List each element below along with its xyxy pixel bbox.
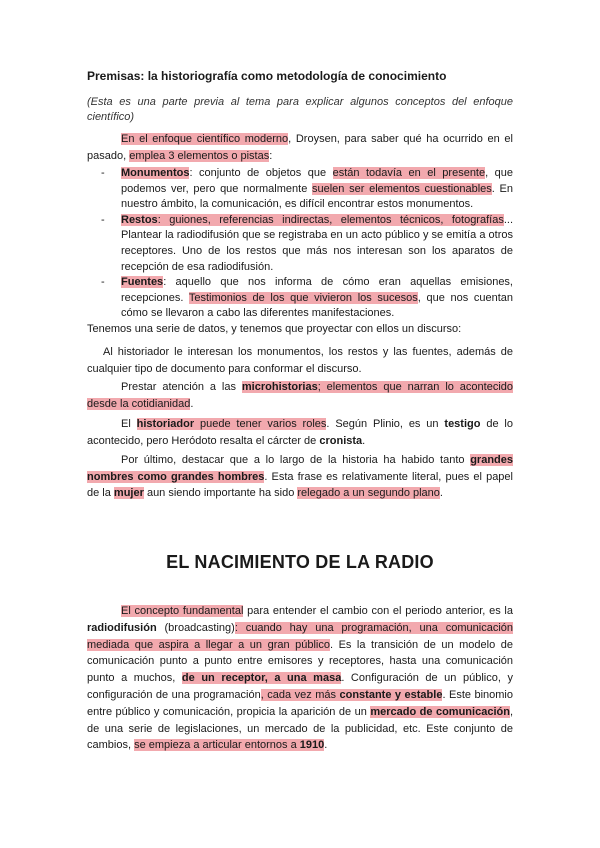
- bullet-list: [101, 166, 513, 322]
- paragraph-enfoque: En el enfoque científico moderno, Droysen, para saber qué ha ocurrido en el pasado, emplea 3 elementos o pistas:: [87, 133, 513, 162]
- highlight: mujer: [113, 487, 144, 499]
- highlight: están todavía en el presente: [332, 167, 486, 179]
- paragraph-roles: El historiador puede tener varios roles. Según Plinio, es un testigo de lo acontecido, pero Heródoto resalta el cárcter de cronista.: [87, 418, 513, 447]
- paragraph-microhistorias: Prestar atención a las microhistorias; elementos que narran lo acontecido desde la cotidianidad.: [87, 381, 513, 410]
- paragraph-datos: Tenemos una serie de datos, y tenemos que proyectar con ellos un discurso:: [87, 323, 462, 335]
- highlight: grandes nombres como grandes hombres: [87, 454, 513, 483]
- highlight: Testimonios de los que vivieron los sucesos: [188, 291, 418, 304]
- highlight: ; elementos que narran lo acontecido desde la cotidianidad: [87, 381, 513, 410]
- highlight: emplea 3 elementos o pistas: [129, 149, 270, 162]
- highlight: constante y estable: [339, 688, 443, 701]
- highlight: mercado de comunicación: [370, 705, 510, 718]
- list-item-restos: - Restos: guiones, referencias indirectas, elementos técnicos, fotografías... Plantear la radiodifusión que se registraba en un acto público y se emitía a otros receptores. Uno de los restos que más nos interesan son los aparatos de recepción de esa radiodifusión.: [101, 213, 513, 273]
- bullet-dash: -: [101, 276, 105, 289]
- paragraph-historiador: Al historiador le interesan los monumentos, los restos y las fuentes, además de cualquier tipo de documento para conformar el discurso.: [87, 346, 513, 375]
- list-item-fuentes: - Fuentes: aquello que nos informa de cómo eran aquellas emisiones, recepciones. Testimonios de los que vivieron los sucesos, que nos cuentan cómo se llevaron a cabo las diferentes manifestaciones.: [101, 276, 513, 320]
- term-restos: Restos: [121, 213, 158, 226]
- highlight: puede tener varios roles: [194, 418, 327, 430]
- term-fuentes: Fuentes: [121, 276, 164, 289]
- highlight: de un receptor, a una masa: [181, 672, 342, 685]
- intro-note: (Esta es una parte previa al tema para explicar algunos conceptos del enfoque científico): [87, 96, 513, 123]
- highlight: , cada vez más: [260, 688, 340, 701]
- highlight: suelen ser elementos cuestionables: [312, 182, 492, 195]
- paragraph-radiodifusion: El concepto fundamental para entender el cambio con el periodo anterior, es la radiodifusión (broadcasting): cuando hay una programación, una comunicación mediada que aspira a llegar a un gran público. Es la transición de un modelo de comunicación punto a punto entre emisores y receptores, hasta una comunicación punto a muchos, de un receptor, a una masa. Configuración de un público, y configuración de una programación, cada vez más constante y estable. Este binomio entre público y comunicación, propicia la aparición de un mercado de comunicación, de una serie de legislaciones, un mercado de la publicidad, etc. Este conjunto de cambios, se empieza a articular entornos a 1910.: [87, 605, 513, 752]
- highlight: historiador: [136, 418, 195, 430]
- term-monumentos: Monumentos: [121, 167, 190, 179]
- section-title-premisas: Premisas: la historiografía como metodología de conocimiento: [87, 69, 447, 83]
- bullet-dash: -: [101, 167, 105, 179]
- highlight: 1910: [299, 739, 325, 752]
- highlight: relegado a un segundo plano: [297, 487, 440, 499]
- highlight: : cuando hay una programación, una comunicación mediada que aspira a llegar a un gran público: [87, 621, 513, 651]
- paragraph-grandes-nombres: Por último, destacar que a lo largo de la historia ha habido tanto grandes nombres como grandes hombres. Esta frase es relativamente literal, pues el papel de la mujer aun siendo importante ha sido relegado a un segundo plano.: [87, 454, 513, 499]
- highlight: se empieza a articular entornos a: [134, 739, 300, 752]
- bullet-dash: -: [101, 213, 105, 226]
- heading-nacimiento-radio: EL NACIMIENTO DE LA RADIO: [166, 552, 434, 572]
- highlight: En el enfoque científico moderno: [121, 133, 289, 145]
- highlight: El concepto fundamental: [121, 605, 244, 617]
- highlight: : guiones, referencias indirectas, elementos técnicos, fotografías: [157, 213, 504, 226]
- highlight: microhistorias: [241, 381, 318, 393]
- list-item-monumentos: - Monumentos: conjunto de objetos que están todavía en el presente, que podemos ver, pero que normalmente suelen ser elementos cuestionables. En nuestro ámbito, la comunicación, es difícil encontrar estos monumentos.: [101, 167, 514, 211]
